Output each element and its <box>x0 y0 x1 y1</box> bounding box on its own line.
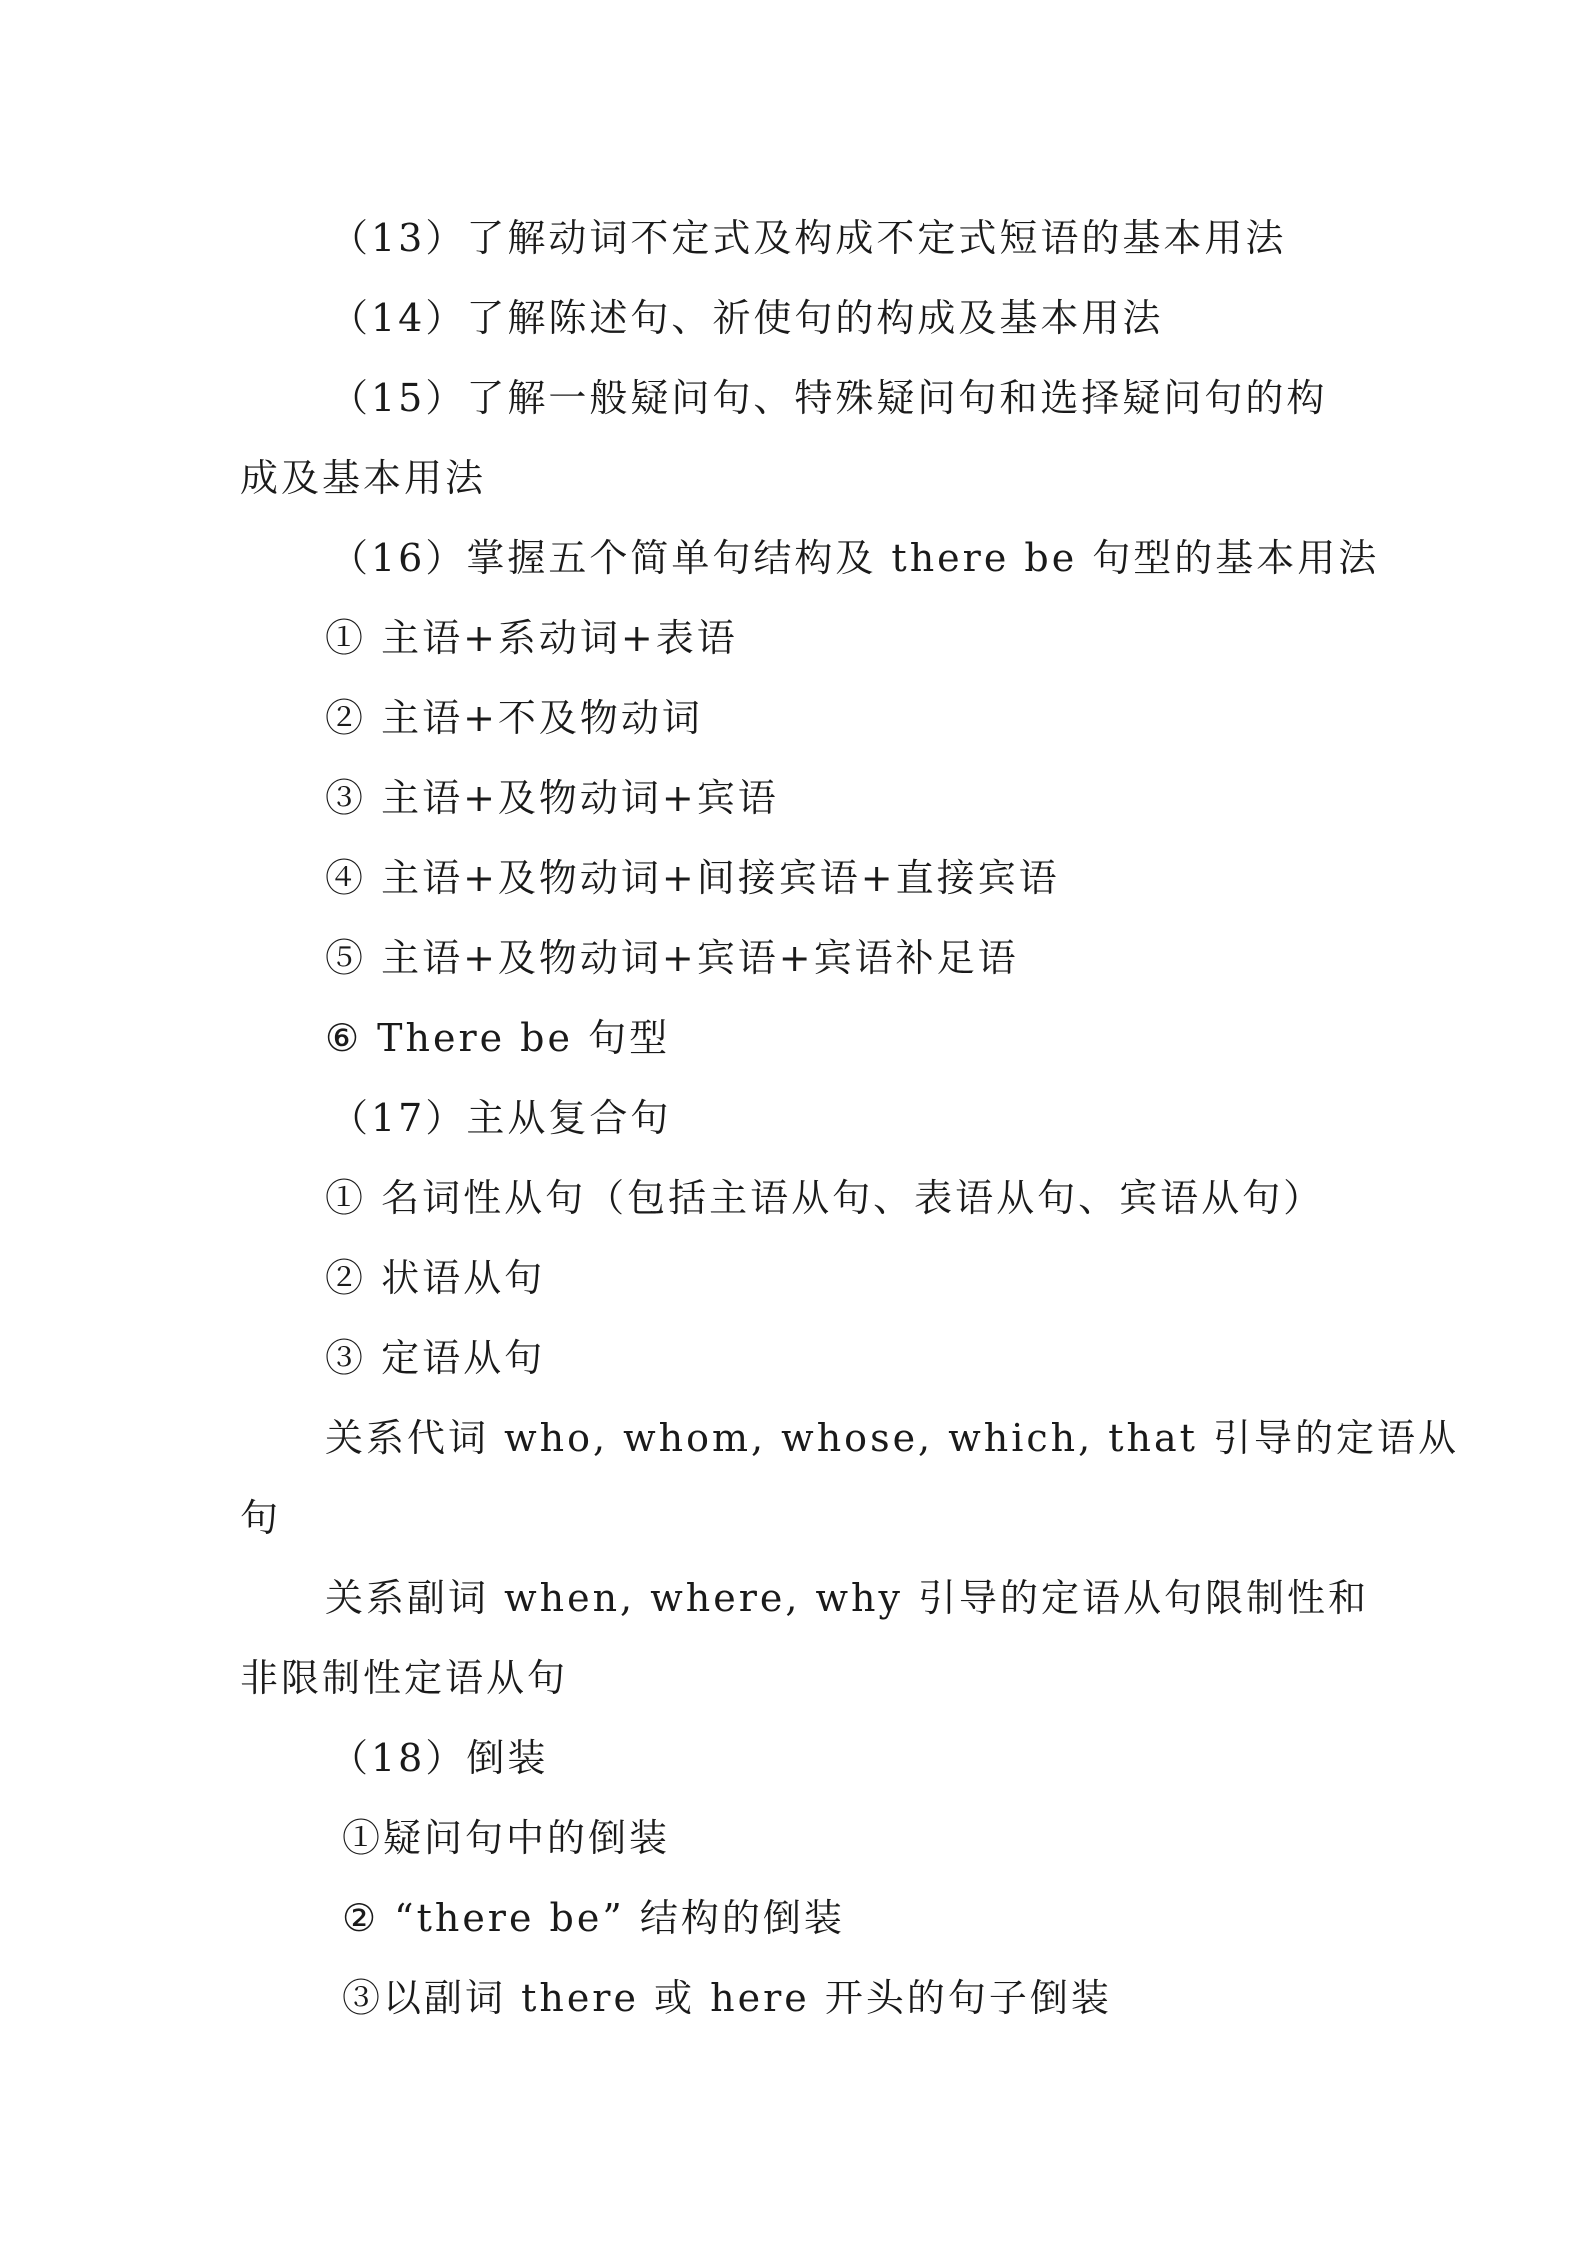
relative-adverb-continuation: 非限制性定语从句 <box>240 1656 569 1700</box>
clause-type-1: ① 名词性从句（包括主语从句、表语从句、宾语从句） <box>325 1176 1325 1220</box>
item-15: （15）了解一般疑问句、特殊疑问句和选择疑问句的构 <box>330 376 1328 420</box>
clause-type-3: ③ 定语从句 <box>325 1336 546 1380</box>
sentence-pattern-5: ⑤ 主语+及物动词+宾语+宾语补足语 <box>325 936 1019 980</box>
item-15-continuation: 成及基本用法 <box>240 456 487 500</box>
clause-type-2: ② 状语从句 <box>325 1256 546 1300</box>
sentence-pattern-3: ③ 主语+及物动词+宾语 <box>325 776 779 820</box>
sentence-pattern-1: ① 主语+系动词+表语 <box>325 616 738 660</box>
inversion-type-3: ③以副词 there 或 here 开头的句子倒装 <box>342 1976 1112 2020</box>
item-13: （13）了解动词不定式及构成不定式短语的基本用法 <box>330 216 1287 260</box>
relative-adverb-line: 关系副词 when, where, why 引导的定语从句限制性和 <box>325 1576 1370 1620</box>
sentence-pattern-4: ④ 主语+及物动词+间接宾语+直接宾语 <box>325 856 1060 900</box>
item-18: （18）倒装 <box>330 1736 549 1780</box>
inversion-type-2: ② “there be” 结构的倒装 <box>342 1896 845 1940</box>
sentence-pattern-2: ② 主语+不及物动词 <box>325 696 703 740</box>
inversion-type-1: ①疑问句中的倒装 <box>342 1816 671 1860</box>
relative-pronoun-continuation: 句 <box>240 1496 282 1540</box>
item-14: （14）了解陈述句、祈使句的构成及基本用法 <box>330 296 1164 340</box>
item-16: （16）掌握五个简单句结构及 there be 句型的基本用法 <box>330 536 1380 580</box>
item-17: （17）主从复合句 <box>330 1096 672 1140</box>
sentence-pattern-6: ⑥ There be 句型 <box>325 1016 671 1060</box>
relative-pronoun-line: 关系代词 who, whom, whose, which, that 引导的定语从 <box>325 1416 1460 1460</box>
